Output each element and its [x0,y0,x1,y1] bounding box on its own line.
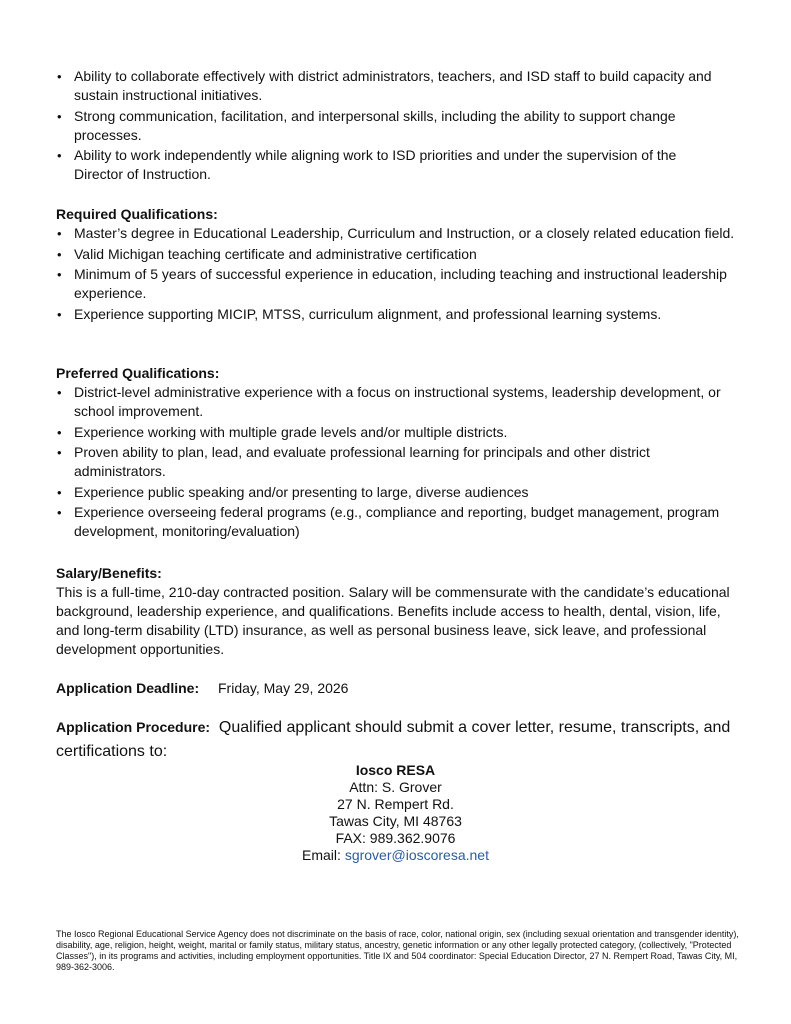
application-deadline-value: Friday, May 29, 2026 [218,680,349,696]
email-link[interactable]: sgrover@ioscoresa.net [344,847,489,863]
salary-benefits-heading: Salary/Benefits: [56,565,162,581]
list-item: • Experience working with multiple grade levels and/or multiple districts. [56,423,736,442]
list-item: • Master’s degree in Educational Leadership, Curriculum and Instruction, or a closely related education field. [56,224,736,243]
list-item: • District-level administrative experience with a focus on instructional systems, leadership development, or school improvement. [56,383,736,421]
required-qualifications-section [56,205,736,325]
salary-benefits-text: This is a full-time, 210-day contracted position. Salary will be commensurate with the candidate’s educational background, leadership experience, and qualifications. Benefits include access to health, dental, vision, life, and long-term disability (LTD) insurance, as well as personal business leave, sick leave, and professional development opportunities. [56,584,730,657]
list-item: • Proven ability to plan, lead, and evaluate professional learning for principals and other district administrators. [56,443,736,481]
list-item: • Experience overseeing federal programs (e.g., compliance and reporting, budget management, program development, monitoring/evaluation) [56,503,736,541]
mailing-address [0,762,791,864]
email-line [0,847,791,864]
preferred-qualifications-list [56,383,736,541]
attention-line: Attn: S. Grover [349,779,442,795]
required-qualifications-list [56,224,736,324]
list-item: • Experience public speaking and/or presenting to large, diverse audiences [56,483,736,502]
application-deadline [56,679,736,698]
organization-name: Iosco RESA [355,762,436,778]
list-item: • Ability to collaborate effectively with district administrators, teachers, and ISD staff to build capacity and sustain instructional initiatives. [56,67,716,105]
list-item: • Valid Michigan teaching certificate and administrative certification [56,245,736,264]
skills-section [56,67,716,186]
application-deadline-label: Application Deadline: [56,680,200,696]
list-item: • Experience supporting MICIP, MTSS, curriculum alignment, and professional learning systems. [56,305,736,324]
salary-benefits-section [56,564,736,659]
preferred-qualifications-section [56,364,736,543]
application-procedure-label: Application Procedure: [56,719,211,735]
preferred-qualifications-heading: Preferred Qualifications: [56,365,220,381]
street-address: 27 N. Rempert Rd. [337,796,454,812]
city-state-zip: Tawas City, MI 48763 [329,813,462,829]
list-item: • Strong communication, facilitation, and interpersonal skills, including the ability to support change processes. [56,107,716,145]
list-item: • Ability to work independently while aligning work to ISD priorities and under the supervision of the Director of Instruction. [56,146,716,184]
list-item: • Minimum of 5 years of successful experience in education, including teaching and instructional leadership experience. [56,265,736,303]
application-procedure [56,715,736,764]
nondiscrimination-footer: The Iosco Regional Educational Service Agency does not discriminate on the basis of race, color, national origin, sex (including sexual orientation and transgender identity), disability, age, religion, height, weight, marital or family status, military status, ancestry, genetic information or any other legally protected category, (collectively, "Protected Classes"), in its programs and activities, including employment opportunities. Title IX and 504 coordinator: Special Education Director, 27 N. Rempert Road, Tawas City, MI, 989-362-3006. [56,929,739,972]
required-qualifications-heading: Required Qualifications: [56,206,218,222]
email-label: Email: [302,847,341,863]
skills-list [56,67,716,184]
fax-number: FAX: 989.362.9076 [335,830,456,846]
application-procedure-text: Qualified applicant should submit a cover letter, resume, transcripts, and certifications to: [56,719,731,760]
